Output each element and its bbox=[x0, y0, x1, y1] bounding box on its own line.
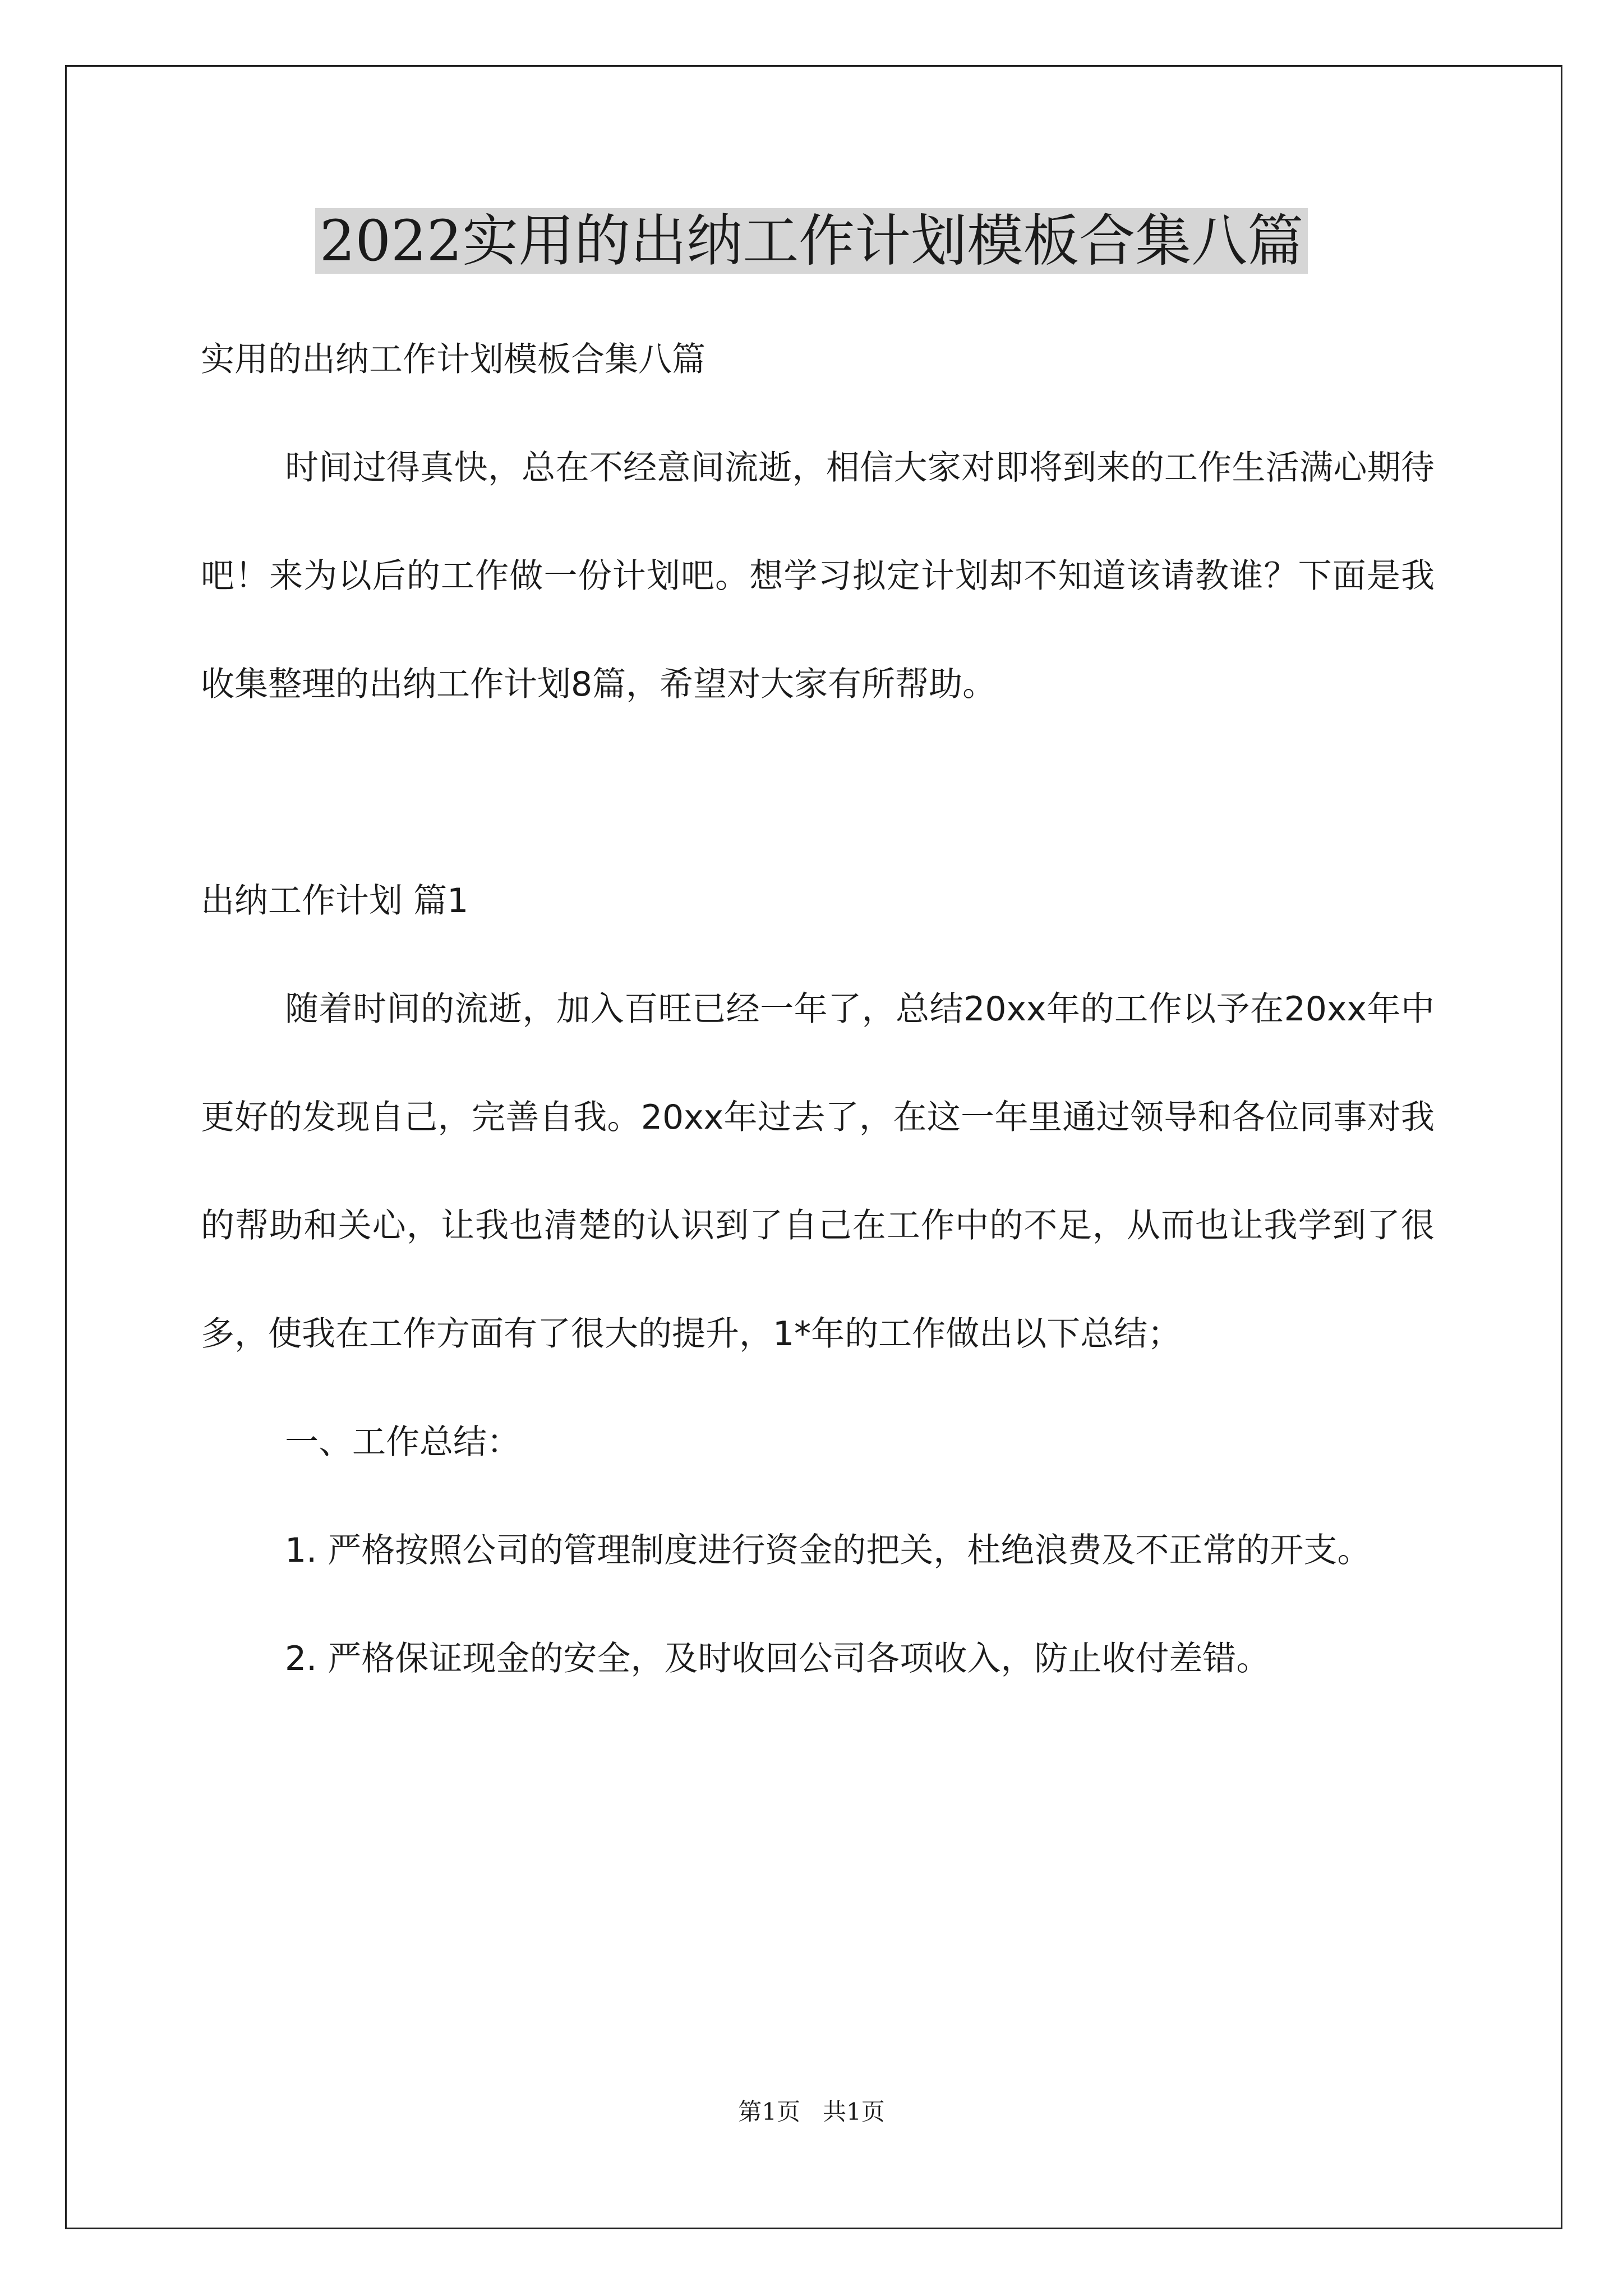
page-footer: 第1页 共1页 bbox=[738, 2098, 885, 2125]
document-body bbox=[201, 306, 1435, 1713]
list-item: 2. 严格保证现金的安全，及时收回公司各项收入，防止收付差错。 bbox=[285, 1639, 1270, 1678]
item-heading: 一、工作总结： bbox=[285, 1423, 520, 1462]
section-heading: 出纳工作计划 篇1 bbox=[201, 881, 469, 921]
document-title-text: 2022实用的出纳工作计划模板合集八篇 bbox=[315, 208, 1308, 274]
intro-paragraph: 时间过得真快，总在不经意间流逝，相信大家对即将到来的工作生活满心期待吧！来为以后的工作做一份计划吧。想学习拟定计划却不知道该请教谁？下面是我收集整理的出纳工作计划8篇，希望对大家有所帮助。 bbox=[201, 448, 1435, 704]
document-subtitle: 实用的出纳工作计划模板合集八篇 bbox=[201, 340, 706, 379]
section-paragraph: 随着时间的流逝，加入百旺已经一年了，总结20xx年的工作以予在20xx年中更好的发现自己，完善自我。20xx年过去了，在这一年里通过领导和各位同事对我的帮助和关心，让我也清楚的认识到了自己在工作中的不足，从而也让我学到了很多，使我在工作方面有了很大的提升，1*年的工作做出以下总结； bbox=[201, 990, 1435, 1354]
paragraph-gap bbox=[201, 739, 1435, 847]
document-title bbox=[0, 199, 1623, 283]
list-item: 1. 严格按照公司的管理制度进行资金的把关，杜绝浪费及不正常的开支。 bbox=[285, 1531, 1371, 1570]
